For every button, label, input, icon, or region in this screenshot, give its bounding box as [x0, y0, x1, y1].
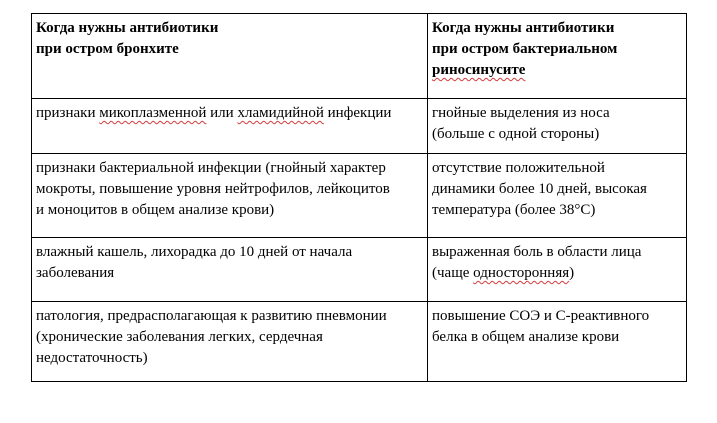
table-row [32, 302, 687, 382]
cell-text: выраженная боль в области лица (чаще [432, 244, 642, 281]
header-line: Когда нужны антибиотики [36, 20, 219, 36]
cell-text: хламидийной [237, 105, 324, 121]
bronchitis-criterion: признаки бактериальной инфекции (гнойный характер мокроты, повышение уровня нейтрофилов, лейкоцитов и моноцитов в общем анализе крови) [32, 154, 428, 238]
bronchitis-criterion: влажный кашель, лихорадка до 10 дней от начала заболевания [32, 238, 428, 302]
cell-text: инфекции [323, 105, 392, 121]
table-header-row [32, 14, 687, 99]
rhinosinusitis-criterion [428, 238, 687, 302]
header-rhinosinusitis [428, 14, 687, 99]
rhinosinusitis-criterion: гнойные выделения из носа (больше с одной стороны) [428, 99, 687, 154]
cell-text: или [206, 105, 238, 121]
cell-text: признаки [36, 105, 100, 121]
bronchitis-criterion: патология, предрасполагающая к развитию пневмонии (хронические заболевания легких, сердечная недостаточность) [32, 302, 428, 382]
rhinosinusitis-criterion: повышение СОЭ и С-реактивного белка в общем анализе крови [428, 302, 687, 382]
rhinosinusitis-criterion: отсутствие положительной динамики более 10 дней, высокая температура (более 38°С) [428, 154, 687, 238]
table-row [32, 154, 687, 238]
header-line: риносинусите [432, 62, 526, 78]
header-line: Когда нужны антибиотики [432, 20, 615, 36]
cell-text: ) [569, 265, 575, 281]
header-bronchitis [32, 14, 428, 99]
cell-text: односторонняя [473, 265, 570, 281]
header-line: при остром бактериальном [432, 41, 618, 57]
table-row [32, 99, 687, 154]
bronchitis-criterion [32, 99, 428, 154]
antibiotics-comparison-table [31, 13, 687, 382]
header-line: при остром бронхите [36, 41, 179, 57]
table-row [32, 238, 687, 302]
cell-text: микоплазменной [99, 105, 207, 121]
